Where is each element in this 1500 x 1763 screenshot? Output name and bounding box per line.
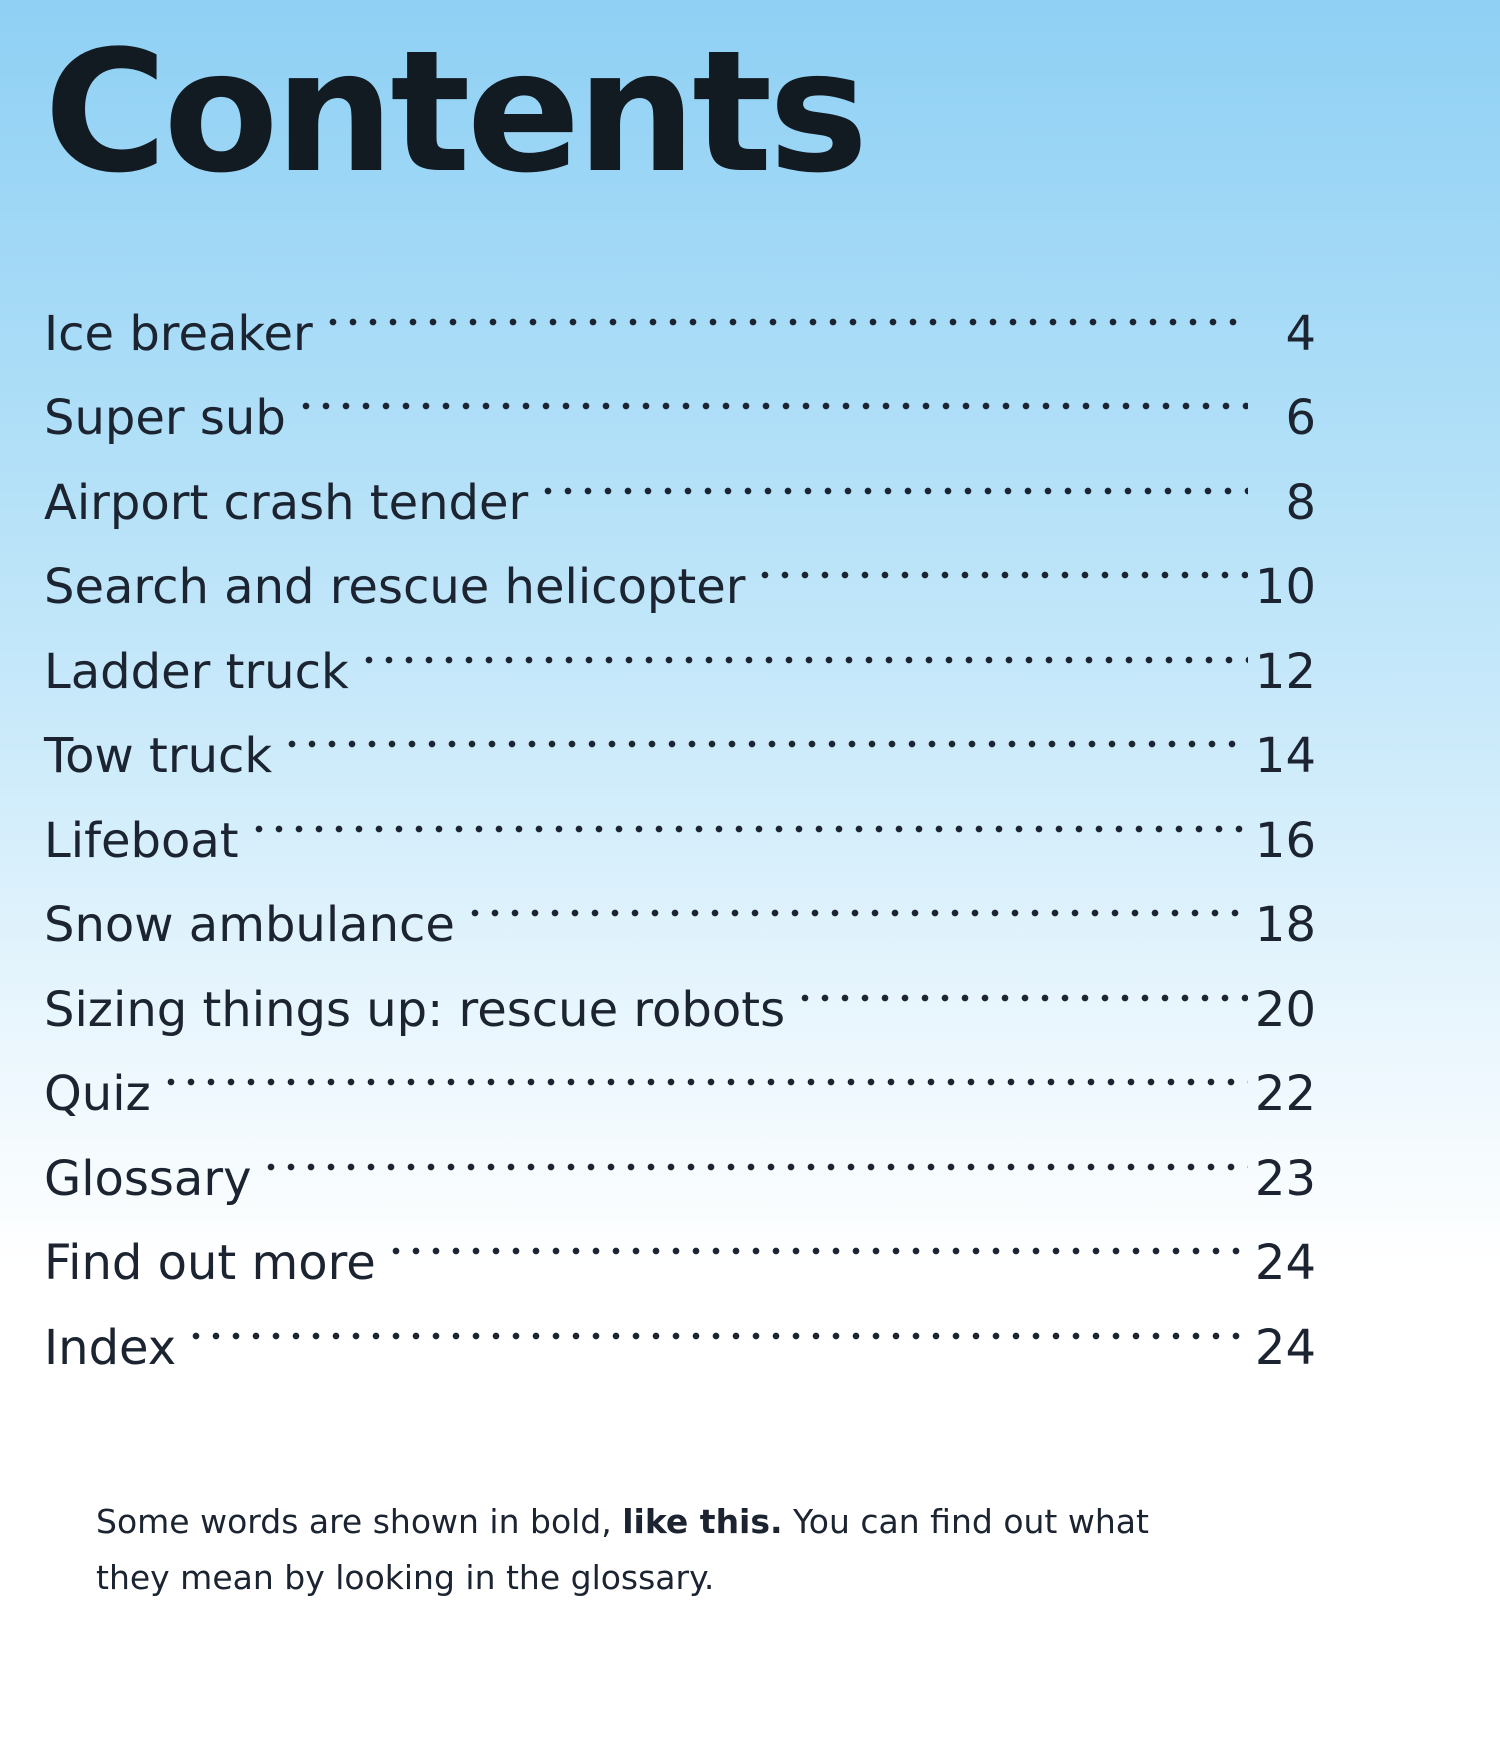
toc-entry-label: Super sub	[44, 390, 286, 446]
toc-entry[interactable]	[44, 1279, 1316, 1376]
toc-entry-label: Ice breaker	[44, 305, 313, 362]
toc-leader-dots	[261, 1110, 1248, 1195]
toc-leader-dots	[465, 857, 1248, 942]
toc-entry-label: Airport crash tender	[44, 474, 529, 531]
toc-leader-dots	[296, 350, 1248, 435]
toc-page-number: 24	[1254, 1235, 1316, 1291]
toc-entry-label: Lifeboat	[44, 812, 239, 869]
toc-entry-label: Quiz	[44, 1066, 151, 1122]
toc-page-number: 12	[1254, 643, 1316, 700]
toc-entry-label: Search and rescue helicopter	[44, 559, 746, 615]
toc-page-number: 18	[1254, 897, 1316, 953]
toc-entry-label: Snow ambulance	[44, 897, 455, 953]
toc-leader-dots	[538, 434, 1248, 519]
toc-entry-label: Index	[44, 1319, 177, 1376]
toc-page-number: 4	[1285, 305, 1316, 362]
toc-entry-label: Sizing things up: rescue robots	[44, 981, 786, 1038]
toc-leader-dots	[161, 1026, 1248, 1111]
toc-leader-dots	[186, 1279, 1248, 1364]
toc-entry[interactable]	[44, 1110, 1316, 1207]
toc-leader-dots	[323, 265, 1248, 350]
toc-entry-label: Ladder truck	[44, 643, 349, 700]
toc-page-number: 20	[1254, 981, 1316, 1038]
toc-entry[interactable]	[44, 1026, 1316, 1122]
toc-page-number: 14	[1254, 728, 1316, 784]
glossary-note-text: Some words are shown in bold,	[96, 1502, 623, 1541]
toc-entry-label: Find out more	[44, 1235, 376, 1291]
page-title: Contents	[44, 14, 865, 210]
toc-entry-label: Glossary	[44, 1150, 252, 1207]
toc-entry-label: Tow truck	[44, 728, 273, 784]
toc-page-number: 8	[1285, 474, 1316, 531]
toc-entry[interactable]	[44, 265, 1316, 362]
toc-leader-dots	[359, 603, 1248, 688]
toc-page-number: 6	[1285, 390, 1316, 446]
toc-leader-dots	[755, 519, 1248, 604]
toc-page-number: 16	[1254, 812, 1316, 869]
toc-leader-dots	[795, 941, 1248, 1026]
toc-page-number: 23	[1254, 1150, 1316, 1207]
toc-page-number: 22	[1254, 1066, 1316, 1122]
toc-leader-dots	[386, 1195, 1248, 1280]
toc-leader-dots	[282, 688, 1248, 773]
toc-leader-dots	[249, 772, 1248, 857]
glossary-note-text: You can find out what they mean by looking in the glossary.	[96, 1502, 1149, 1597]
glossary-note	[96, 1494, 1216, 1606]
bold-example-text: like this.	[622, 1502, 783, 1541]
table-of-contents	[44, 265, 1316, 1376]
toc-page-number: 24	[1254, 1319, 1316, 1376]
toc-page-number: 10	[1254, 559, 1316, 615]
